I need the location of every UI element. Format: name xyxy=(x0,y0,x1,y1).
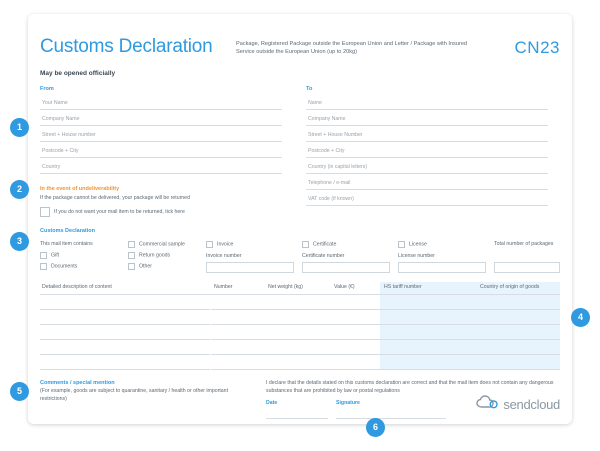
from-field-postcode-label: Postcode + City xyxy=(42,148,79,154)
to-field-country-label: Country (in capital letters) xyxy=(308,164,368,170)
other-checkbox[interactable] xyxy=(128,263,135,270)
license-row[interactable] xyxy=(398,241,427,248)
return-optout-checkbox[interactable] xyxy=(40,207,50,217)
invoice-row[interactable] xyxy=(206,241,233,248)
total-packages-label: Total number of packages xyxy=(494,241,554,247)
column-header-value: Value (€) xyxy=(334,284,355,290)
table-row[interactable] xyxy=(40,354,560,355)
certificate-label: Certificate xyxy=(313,241,337,248)
invoice-label: Invoice xyxy=(217,241,234,248)
sendcloud-logo xyxy=(476,395,560,414)
license-number-input[interactable] xyxy=(398,262,486,273)
comments-note: (For example, goods are subject to quarantine, sanitary / health or other important restrictions) xyxy=(40,388,229,402)
customs-options-block xyxy=(40,238,560,278)
commercial-sample-checkbox[interactable] xyxy=(128,241,135,248)
declaration-text: I declare that the details stated on this customs declaration are correct and that the mail item does not contain any dangerous substances that are prohibited by law or postal regulations xyxy=(266,380,554,394)
form-subtitle: Package, Registered Package outside the European Union and Letter / Package with Insured Service outside the European Union (up to 20kg) xyxy=(236,41,468,55)
brand-name: sendcloud xyxy=(503,397,560,412)
license-label: License xyxy=(409,241,427,248)
signature-input[interactable] xyxy=(336,418,446,419)
invoice-number-label: Invoice number xyxy=(206,253,242,259)
callout-badge-3: 3 xyxy=(10,232,29,251)
return-optout-label: If you do not want your mail item to be returned, tick here xyxy=(54,209,185,215)
column-header-number: Number xyxy=(214,284,233,290)
goods-table xyxy=(40,282,560,370)
to-field-company[interactable] xyxy=(306,110,548,126)
license-number-label: License number xyxy=(398,253,435,259)
hs-tariff-column-highlight xyxy=(380,282,476,370)
from-field-postcode[interactable] xyxy=(40,142,282,158)
callout-badge-4: 4 xyxy=(571,308,590,327)
gift-checkbox[interactable] xyxy=(40,252,47,259)
to-field-street-label: Street + House Number xyxy=(308,132,363,138)
return-optout-row[interactable] xyxy=(40,207,185,217)
from-field-name-label: Your Name xyxy=(42,100,68,106)
certificate-number-input[interactable] xyxy=(302,262,390,273)
other-label: Other xyxy=(139,263,152,270)
customs-declaration-heading: Customs Declaration xyxy=(40,228,96,234)
contains-documents-row[interactable] xyxy=(40,263,77,270)
other-row[interactable] xyxy=(128,263,152,270)
customs-declaration-form xyxy=(28,14,572,424)
from-field-company-label: Company Name xyxy=(42,116,80,122)
page-title: Customs Declaration xyxy=(40,36,213,57)
to-heading: To xyxy=(306,86,313,92)
contains-gift-row[interactable] xyxy=(40,252,59,259)
table-row[interactable] xyxy=(40,324,560,325)
from-heading: From xyxy=(40,86,54,92)
to-field-vat-label: VAT code (if known) xyxy=(308,196,354,202)
comments-heading: Comments / special mention xyxy=(40,380,115,386)
table-row[interactable] xyxy=(40,309,560,310)
date-input[interactable] xyxy=(266,418,328,419)
to-field-company-label: Company Name xyxy=(308,116,346,122)
from-field-country-label: Country xyxy=(42,164,61,170)
commercial-sample-row[interactable] xyxy=(128,241,185,248)
certificate-checkbox[interactable] xyxy=(302,241,309,248)
to-address-block[interactable] xyxy=(306,94,548,206)
undeliverability-note: If the package cannot be delivered, your package will be returned xyxy=(40,195,190,201)
from-address-block[interactable] xyxy=(40,94,282,174)
country-origin-column-highlight xyxy=(476,282,560,370)
column-header-net-weight: Net weight (kg) xyxy=(268,284,303,290)
callout-badge-1: 1 xyxy=(10,118,29,137)
from-field-company[interactable] xyxy=(40,110,282,126)
undeliverability-heading: In the event of undeliverability xyxy=(40,186,120,192)
may-be-opened-notice: May be opened officially xyxy=(40,70,116,77)
table-row[interactable] xyxy=(40,339,560,340)
to-field-postcode-label: Postcode + City xyxy=(308,148,345,154)
callout-badge-6: 6 xyxy=(366,418,385,437)
cloud-icon xyxy=(476,395,498,414)
return-goods-row[interactable] xyxy=(128,252,170,259)
to-field-street[interactable] xyxy=(306,126,548,142)
to-field-name-label: Name xyxy=(308,100,322,106)
license-checkbox[interactable] xyxy=(398,241,405,248)
invoice-checkbox[interactable] xyxy=(206,241,213,248)
to-field-telephone[interactable] xyxy=(306,174,548,190)
to-field-country[interactable] xyxy=(306,158,548,174)
total-packages-input[interactable] xyxy=(494,262,560,273)
invoice-number-input[interactable] xyxy=(206,262,294,273)
from-field-name[interactable] xyxy=(40,94,282,110)
callout-badge-2: 2 xyxy=(10,180,29,199)
documents-checkbox[interactable] xyxy=(40,263,47,270)
certificate-number-label: Certificate number xyxy=(302,253,345,259)
form-code: CN23 xyxy=(514,38,560,57)
callout-badge-5: 5 xyxy=(10,382,29,401)
from-field-street-label: Street + House number xyxy=(42,132,96,138)
to-field-name[interactable] xyxy=(306,94,548,110)
from-field-street[interactable] xyxy=(40,126,282,142)
return-goods-checkbox[interactable] xyxy=(128,252,135,259)
to-field-postcode[interactable] xyxy=(306,142,548,158)
form-header xyxy=(28,14,572,68)
to-field-telephone-label: Telephone / e-mail xyxy=(308,180,351,186)
signature-label: Signature xyxy=(336,400,360,406)
table-separator xyxy=(210,296,211,370)
documents-label: Documents xyxy=(51,263,78,270)
column-header-hs-tariff: HS tariff number xyxy=(384,284,422,290)
gift-label: Gift xyxy=(51,252,60,259)
date-label: Date xyxy=(266,400,278,406)
table-row[interactable] xyxy=(40,369,560,370)
column-header-country-origin: Country of origin of goods xyxy=(480,284,540,290)
commercial-sample-label: Commercial sample xyxy=(139,241,185,248)
to-field-vat[interactable] xyxy=(306,190,548,206)
column-header-description: Detailed description of content xyxy=(42,284,112,290)
from-field-country[interactable] xyxy=(40,158,282,174)
contains-label: This mail item contains xyxy=(40,241,93,247)
table-header-rule xyxy=(40,294,560,295)
certificate-row[interactable] xyxy=(302,241,336,248)
return-goods-label: Return goods xyxy=(139,252,171,259)
